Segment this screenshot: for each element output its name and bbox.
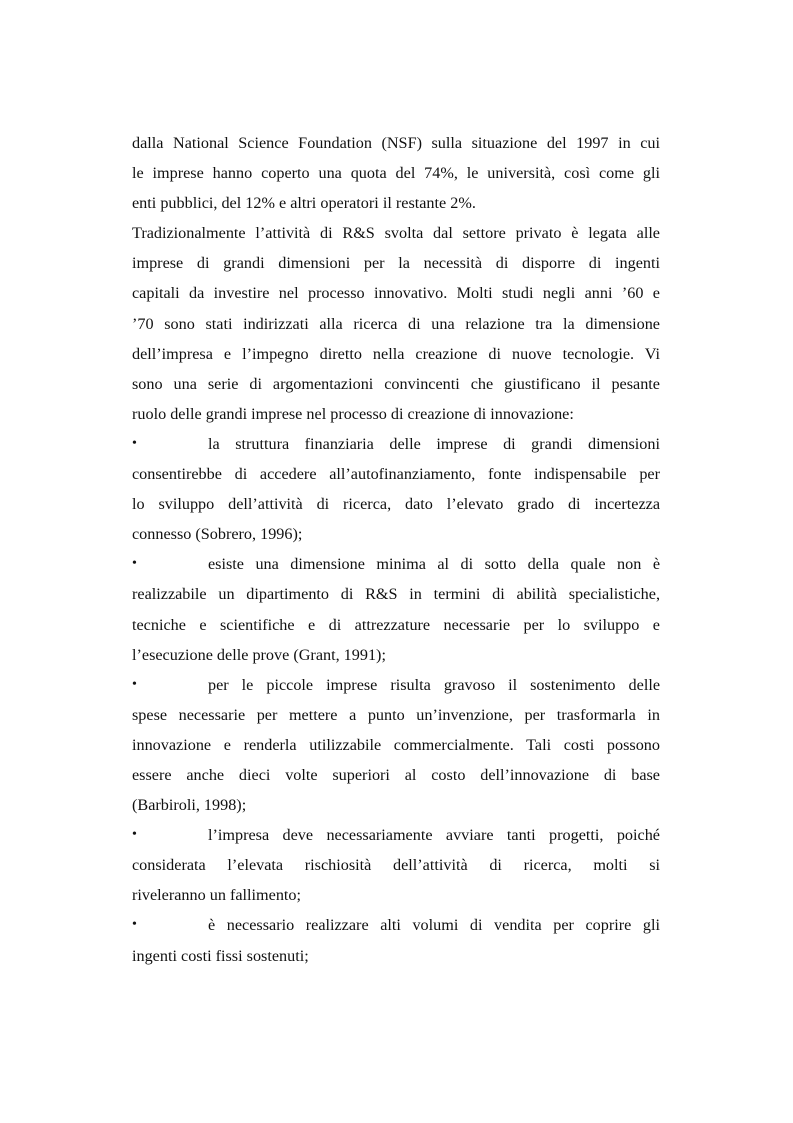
text-line: enti pubblici, del 12% e altri operatori il restante 2%. — [132, 194, 476, 213]
text-line: capitali da investire nel processo innovativo. Molti studi negli anni ’60 e — [132, 284, 660, 303]
bullet-icon: • — [132, 917, 137, 933]
text-line: le imprese hanno coperto una quota del 74%, le università, così come gli — [132, 164, 660, 183]
text-line: dalla National Science Foundation (NSF) sulla situazione del 1997 in cui — [132, 134, 660, 152]
text-line: dell’impresa e l’impegno diretto nella creazione di nuove tecnologie. Vi — [132, 344, 660, 363]
text-line: ruolo delle grandi imprese nel processo di creazione di innovazione: — [132, 404, 574, 423]
text-line: è necessario realizzare alti volumi di vendita per coprire gli — [208, 916, 660, 935]
text-line: riveleranno un fallimento; — [132, 886, 302, 905]
text-line: sono una serie di argomentazioni convincenti che giustificano il pesante — [132, 374, 660, 393]
text-line: innovazione e renderla utilizzabile commercialmente. Tali costi possono — [132, 735, 660, 754]
bullet-item — [132, 549, 660, 669]
bullet-icon: • — [132, 676, 137, 692]
bullet-icon: • — [132, 827, 137, 843]
text-line: tecniche e scientifiche e di attrezzature necessarie per lo sviluppo e — [132, 615, 660, 634]
bullet-item — [132, 820, 660, 910]
paragraph-nsf — [132, 128, 660, 218]
text-line: l’impresa deve necessariamente avviare tanti progetti, poiché — [208, 826, 660, 845]
text-line: connesso (Sobrero, 1996); — [132, 525, 303, 544]
text-line: Tradizionalmente l’attività di R&S svolta dal settore privato è legata alle — [132, 224, 660, 243]
paragraph-rs-private-sector — [132, 218, 660, 429]
document-page — [132, 128, 660, 971]
bullet-icon: • — [132, 556, 137, 572]
bullet-icon: • — [132, 435, 137, 451]
text-line: ingenti costi fissi sostenuti; — [132, 946, 309, 965]
text-line: l’esecuzione delle prove (Grant, 1991); — [132, 645, 386, 664]
text-line: la struttura finanziaria delle imprese di grandi dimensioni — [208, 434, 660, 453]
text-line: essere anche dieci volte superiori al costo dell’innovazione di base — [132, 765, 660, 784]
bullet-item — [132, 429, 660, 549]
text-line: ’70 sono stati indirizzati alla ricerca di una relazione tra la dimensione — [132, 314, 660, 333]
text-line: imprese di grandi dimensioni per la necessità di disporre di ingenti — [132, 254, 660, 273]
text-line: considerata l’elevata rischiosità dell’attività di ricerca, molti si — [132, 856, 660, 875]
text-line: spese necessarie per mettere a punto un’invenzione, per trasformarla in — [132, 705, 660, 724]
text-line: esiste una dimensione minima al di sotto della quale non è — [208, 555, 660, 574]
bullet-item — [132, 910, 660, 970]
text-line: consentirebbe di accedere all’autofinanziamento, fonte indispensabile per — [132, 465, 660, 484]
text-line: realizzabile un dipartimento di R&S in termini di abilità specialistiche, — [132, 585, 660, 604]
bullet-list — [132, 429, 660, 971]
text-line: per le piccole imprese risulta gravoso il sostenimento delle — [208, 675, 660, 694]
bullet-item — [132, 670, 660, 820]
text-line: (Barbiroli, 1998); — [132, 796, 247, 815]
text-line: lo sviluppo dell’attività di ricerca, dato l’elevato grado di incertezza — [132, 495, 660, 514]
